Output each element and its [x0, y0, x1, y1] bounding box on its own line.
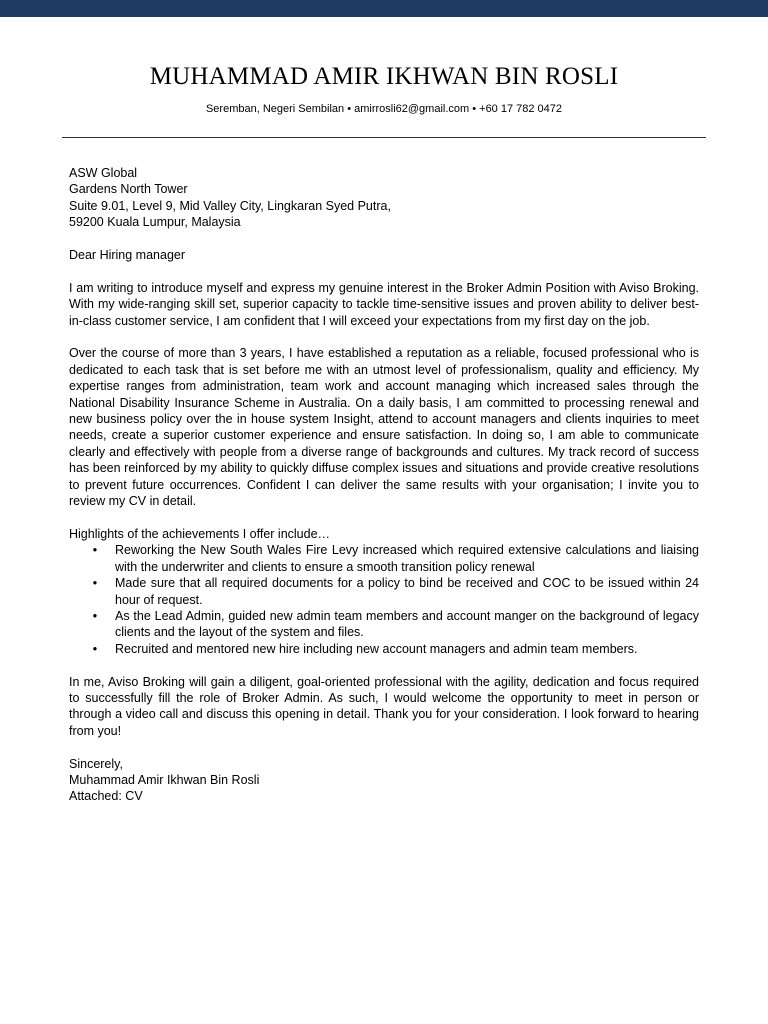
top-accent-bar: [0, 0, 768, 17]
letter-body: [69, 165, 699, 805]
highlight-text: As the Lead Admin, guided new admin team members and account manger on the background of legacy clients and the layout of the system and files.: [115, 608, 699, 640]
highlights-intro: Highlights of the achievements I offer include…: [69, 526, 331, 541]
closing-phrase: Sincerely,: [69, 756, 123, 771]
attachment-note: Attached: CV: [69, 789, 143, 804]
address-line: 59200 Kuala Lumpur, Malaysia: [69, 215, 241, 230]
header-divider: [62, 137, 706, 138]
contact-info: Seremban, Negeri Sembilan • amirrosli62@gmail.com • +60 17 782 0472: [205, 103, 563, 115]
highlight-text: Reworking the New South Wales Fire Levy increased which required extensive calculations and liaising with the underwriter and clients to ensure a smooth transition policy renewal: [115, 543, 699, 574]
bullet-icon: •: [92, 641, 98, 656]
experience-paragraph: Over the course of more than 3 years, I have established a reputation as a reliable, focused professional who is dedicated to each task that is set before me with an utmost level of professionalism, quality and efficiency. My expertise ranges from administration, team work and account managing which increased sales through the National Disability Insurance Scheme in Australia. On a daily basis, I am committed to processing renewal and new business policy over the in house system Insight, attend to account managers and clients inquiries to meet needs, create a superior customer experience and ensure satisfaction. In doing so, I am able to communicate clearly and effectively with people from a diverse range of backgrounds and cultures. My track record of success has been reinforced by my ability to quickly diffuse complex issues and situations and provide creative resolutions to prevent future occurrences. Confident I can deliver the same results with your organisation; I invite you to review my CV in detail.: [69, 346, 699, 509]
highlight-text: Recruited and mentored new hire including new account managers and admin team members.: [115, 641, 638, 656]
signoff-block: [69, 756, 699, 805]
closing-paragraph: In me, Aviso Broking will gain a diligent, goal-oriented professional with the agility, dedication and focus required to successfully fill the role of Broker Admin. As such, I would welcome the opportunity to meet in person or through a video call and discuss this opening in detail. Thank you for your consideration. I look forward to hearing from you!: [69, 674, 699, 738]
bullet-icon: •: [92, 608, 98, 623]
highlight-item: [69, 575, 699, 608]
address-line: Suite 9.01, Level 9, Mid Valley City, Lingkaran Syed Putra,: [69, 198, 391, 213]
highlight-text: Made sure that all required documents for a policy to bind be received and COC to be issued within 24 hour of request.: [115, 576, 699, 607]
signature-name: Muhammad Amir Ikhwan Bin Rosli: [69, 772, 260, 787]
recipient-address: [69, 165, 699, 231]
highlights-list: [69, 542, 699, 657]
bullet-icon: •: [92, 543, 98, 558]
intro-paragraph: I am writing to introduce myself and express my genuine interest in the Broker Admin Position with Aviso Broking. With my wide-ranging skill set, superior capacity to tackle time-sensitive issues and proven ability to deliver best-in-class customer service, I am confident that I will exceed your expectations from my first day on the job.: [69, 280, 699, 328]
address-line: ASW Global: [69, 166, 138, 180]
highlight-item: [69, 542, 699, 575]
salutation: Dear Hiring manager: [69, 248, 186, 263]
address-line: Gardens North Tower: [69, 182, 188, 197]
bullet-icon: •: [92, 576, 98, 591]
highlight-item: [69, 641, 699, 657]
applicant-name: MUHAMMAD AMIR IKHWAN BIN ROSLI: [149, 63, 619, 90]
highlight-item: [69, 608, 699, 641]
